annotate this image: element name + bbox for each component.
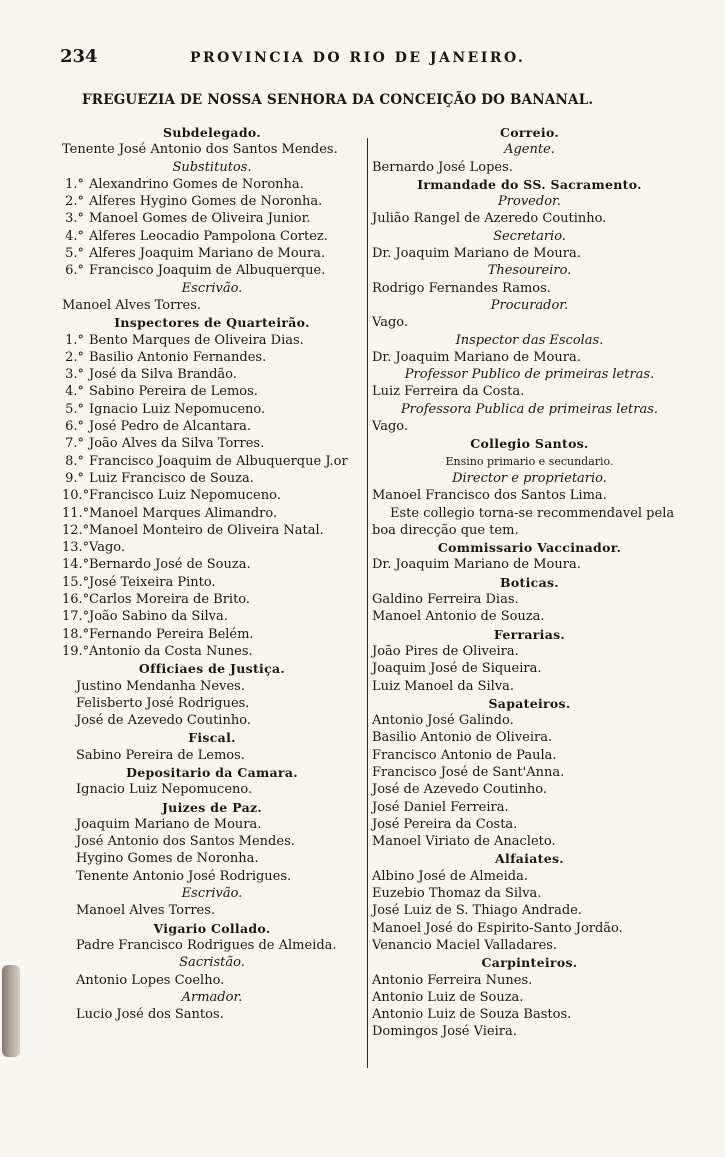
list-item: José de Azevedo Coutinho. <box>372 782 547 798</box>
list-item: José de Azevedo Coutinho. <box>76 713 251 729</box>
list-item: Dr. Joaquim Mariano de Moura. <box>372 246 581 262</box>
section-heading: Subdelegado. <box>163 125 261 140</box>
section-heading: Juizes de Paz. <box>161 799 263 815</box>
list-item: Dr. Joaquim Mariano de Moura. <box>372 557 581 573</box>
role-label: Thesoureiro. <box>487 263 572 279</box>
list-item: 17.°João Sabino da Silva. <box>62 609 228 625</box>
list-item: Dr. Joaquim Mariano de Moura. <box>372 349 581 365</box>
list-item: 7.° João Alves da Silva Torres. <box>65 436 265 452</box>
inspectores-list <box>62 332 362 661</box>
section-heading: Inspectores de Quarteirão. <box>114 315 310 331</box>
role-label: Professora Publica de primeiras letras. <box>400 401 659 417</box>
role-label: Agente. <box>504 142 555 158</box>
list-item: Tenente José Antonio dos Santos Mendes. <box>62 142 338 158</box>
list-item: 13.°Vago. <box>62 540 125 556</box>
list-item: 3.° José da Silva Brandão. <box>65 367 237 383</box>
parish-title: FREGUEZIA DE NOSSA SENHORA DA CONCEIÇÃO DO BANANAL. <box>82 92 594 108</box>
list-item: Lucio José dos Santos. <box>76 1007 224 1023</box>
section-heading: Vigario Collado. <box>153 920 271 936</box>
substitutos-list <box>62 176 362 280</box>
list-item: 18.°Fernando Pereira Belém. <box>62 626 254 642</box>
list-item: 16.°Carlos Moreira de Brito. <box>62 592 251 608</box>
list-item: 5.° Alferes Joaquim Mariano de Moura. <box>65 246 326 262</box>
list-item: Antonio Luiz de Souza. <box>372 989 524 1005</box>
role-label: Professor Publico de primeiras letras. <box>404 367 655 383</box>
list-item: Antonio Lopes Coelho. <box>76 972 225 988</box>
list-item: 4.° Sabino Pereira de Lemos. <box>65 384 258 400</box>
list-item: Albino José de Almeida. <box>372 868 528 884</box>
section-heading: Sapateiros. <box>488 695 571 711</box>
page-number: 234 <box>60 46 98 67</box>
section-heading: Boticas. <box>500 574 559 590</box>
list-item: Joaquim Mariano de Moura. <box>76 816 262 832</box>
list-item: Joaquim José de Siqueira. <box>372 661 542 677</box>
page-edge-stain <box>2 965 20 1057</box>
section-heading: Irmandade do SS. Sacramento. <box>417 176 642 192</box>
list-item: 1.° Alexandrino Gomes de Noronha. <box>65 176 304 192</box>
right-column <box>372 124 687 1041</box>
list-item: Felisberto José Rodrigues. <box>76 695 250 711</box>
list-item: Rodrigo Fernandes Ramos. <box>372 280 551 296</box>
section-heading: Collegio Santos. <box>470 436 589 452</box>
list-item: Manoel Viriato de Anacleto. <box>372 834 556 850</box>
list-item: 3.° Manoel Gomes de Oliveira Junior. <box>65 211 311 227</box>
list-item: 14.°Bernardo José de Souza. <box>62 557 251 573</box>
list-item: Vago. <box>372 315 408 331</box>
role-label: Secretario. <box>493 228 566 244</box>
section-heading: Commissario Vaccinador. <box>437 540 622 556</box>
list-item: Manoel Alves Torres. <box>76 903 216 919</box>
list-item: 9.° Luiz Francisco de Souza. <box>65 470 254 486</box>
section-heading: Carpinteiros. <box>481 955 578 971</box>
list-item: 6.° Francisco Joaquim de Albuquerque. <box>65 263 326 279</box>
section-heading: Correio. <box>499 125 560 140</box>
list-item: Julião Rangel de Azeredo Coutinho. <box>372 211 607 227</box>
list-item: 11.°Manoel Marques Alimandro. <box>62 505 278 521</box>
list-item: Manoel Antonio de Souza. <box>372 609 545 625</box>
role-label: Procurador. <box>490 297 569 313</box>
list-item: Tenente Antonio José Rodrigues. <box>76 868 292 884</box>
list-item: Euzebio Thomaz da Silva. <box>372 886 542 902</box>
list-item: 5.° Ignacio Luiz Nepomuceno. <box>65 401 266 417</box>
list-item: Manoel Francisco dos Santos Lima. <box>372 488 607 504</box>
list-item: Sabino Pereira de Lemos. <box>76 747 245 763</box>
role-label: Director e proprietario. <box>452 470 607 486</box>
list-item: João Pires de Oliveira. <box>372 643 519 659</box>
list-item: 19.°Antonio da Costa Nunes. <box>62 643 253 659</box>
list-item: Francisco Antonio de Paula. <box>372 747 557 763</box>
list-item: Vago. <box>372 419 408 435</box>
list-item: 2.° Alferes Hygino Gomes de Noronha. <box>65 194 323 210</box>
role-label: Escrivão. <box>181 886 243 902</box>
list-item: Antonio Ferreira Nunes. <box>372 972 533 988</box>
column-divider <box>367 138 368 1068</box>
role-label: Inspector das Escolas. <box>455 332 604 348</box>
list-item: 1.° Bento Marques de Oliveira Dias. <box>65 332 304 348</box>
list-item: Ignacio Luiz Nepomuceno. <box>76 782 253 798</box>
role-label: Substitutos. <box>172 159 252 175</box>
section-heading: Fiscal. <box>188 730 236 746</box>
list-item: Hygino Gomes de Noronha. <box>76 851 259 867</box>
list-item: Padre Francisco Rodrigues de Almeida. <box>76 937 337 953</box>
role-label: Provedor. <box>498 194 561 210</box>
list-item: 2.° Basilio Antonio Fernandes. <box>65 349 267 365</box>
list-item: Manoel Alves Torres. <box>62 297 202 313</box>
list-item: José Luiz de S. Thiago Andrade. <box>372 903 582 919</box>
section-heading: Alfaiates. <box>495 851 564 867</box>
list-item: José Antonio dos Santos Mendes. <box>76 834 295 850</box>
list-item: Luiz Ferreira da Costa. <box>372 384 525 400</box>
role-label: Armador. <box>181 989 243 1005</box>
left-column <box>62 124 362 1023</box>
collegio-subtitle: Ensino primario e secundario. <box>445 454 614 468</box>
section-heading: Ferrarias. <box>493 626 566 642</box>
collegio-note: Este collegio torna-se recommendavel pela boa direcção que tem. <box>372 505 675 538</box>
list-item: 15.°José Teixeira Pinto. <box>62 574 216 590</box>
list-item: 12.°Manoel Monteiro de Oliveira Natal. <box>62 522 324 538</box>
list-item: Domingos José Vieira. <box>372 1024 517 1040</box>
list-item: Francisco José de Sant'Anna. <box>372 764 565 780</box>
list-item: Justino Mendanha Neves. <box>76 678 245 694</box>
page-header <box>60 46 660 72</box>
list-item: 4.° Alferes Leocadio Pampolona Cortez. <box>65 228 328 244</box>
running-title: PROVINCIA DO RIO DE JANEIRO. <box>190 50 526 66</box>
list-item: Galdino Ferreira Dias. <box>372 592 519 608</box>
role-label: Escrivão. <box>181 280 243 296</box>
list-item: Basilio Antonio de Oliveira. <box>372 730 553 746</box>
list-item: Antonio José Galindo. <box>372 713 514 729</box>
list-item: 6.° José Pedro de Alcantara. <box>65 419 252 435</box>
section-heading: Officiaes de Justiça. <box>138 661 286 677</box>
list-item: Venancio Maciel Valladares. <box>372 937 558 953</box>
section-heading: Depositario da Camara. <box>126 764 298 780</box>
list-item: Bernardo José Lopes. <box>372 159 513 175</box>
list-item: Manoel José do Espirito-Santo Jordão. <box>372 920 623 936</box>
list-item: Antonio Luiz de Souza Bastos. <box>372 1007 572 1023</box>
list-item: 8.° Francisco Joaquim de Albuquerque J.or <box>65 453 348 469</box>
list-item: José Daniel Ferreira. <box>372 799 509 815</box>
role-label: Sacristão. <box>179 955 245 971</box>
list-item: 10.°Francisco Luiz Nepomuceno. <box>62 488 281 504</box>
list-item: José Pereira da Costa. <box>372 816 518 832</box>
list-item: Luiz Manoel da Silva. <box>372 678 515 694</box>
